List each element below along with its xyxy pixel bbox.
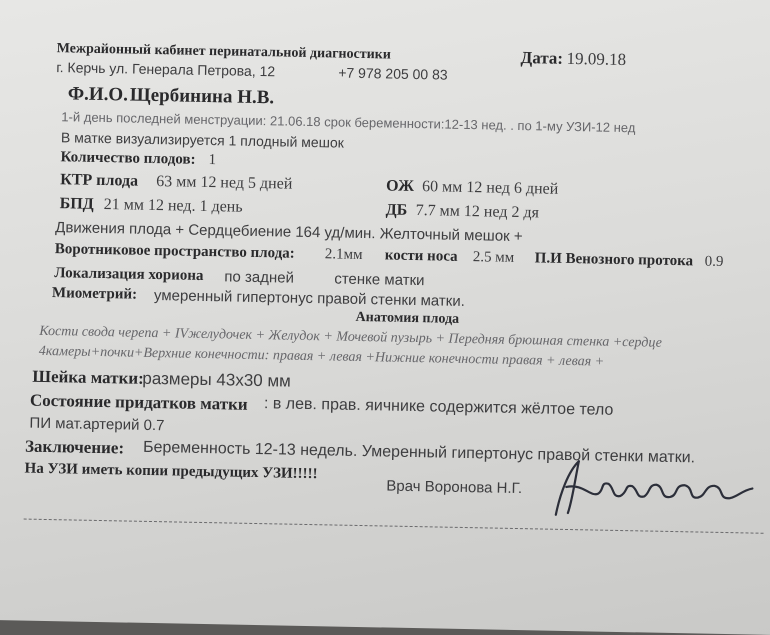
cervix-label: Шейка матки: [32,366,144,388]
chorion-label: Локализация хориона [54,265,204,284]
db-label: ДБ [385,201,408,219]
anatomy-title: Анатомия плода [355,309,460,327]
movement-heartbeat-line: Движения плода + Сердцебиение 164 уд/мин. Желточный мешок + [55,219,523,246]
ductus-label: П.И Венозного протока [534,250,694,270]
adnexa-label: Состояние придатков матки [29,390,248,414]
gestational-sac-line: В матке визуализируется 1 плодный мешок [60,129,344,151]
nuchal-label: Воротниковое пространство плода: [54,241,295,262]
date-label: Дата: [520,48,564,68]
cervix-value: размеры 43х30 мм [142,368,292,391]
myometrium-value: умеренный гипертонус правой стенки матки. [153,287,466,310]
clinic-name: Межрайонный кабинет перинатальной диагностики [56,41,391,63]
nuchal-value: 2.1мм [324,246,363,264]
doctor-signature [538,452,769,526]
ktr-label: КТР плода [60,171,139,190]
anatomy-line-2: 4камеры+почки+Верхние конечности: правая + левая +Нижние конечности правая + левая + [38,343,605,370]
copies-note: На УЗИ иметь копии предыдущих УЗИ!!!!! [24,460,318,483]
bpd-label: БПД [59,195,94,213]
ductus-value: 0.9 [704,253,724,270]
fetus-count-value: 1 [208,152,217,169]
lmp-line: 1-й день последней менструации: 21.06.18 срок беременности:12-13 нед. . по 1-му УЗИ-12 нед [61,109,636,136]
nasal-bone-label: кости носа [384,247,458,265]
oj-value: 60 мм 12 нед 6 дней [421,178,559,198]
anatomy-line-1: Кости свода черепа + IVжелудочек + Желудок + Мочевой пузырь + Передняя брюшная стенка +сердце [39,323,663,351]
conclusion-label: Заключение: [24,436,125,458]
doctor-name: Врач Воронова Н.Г. [386,477,523,498]
db-value: 7.7 мм 12 нед 2 дя [415,202,540,222]
oj-label: ОЖ [385,177,415,195]
patient-label: Ф.И.О. [67,83,129,106]
nasal-bone-value: 2.5 мм [472,249,515,266]
fetus-count-label: Количество плодов: [60,149,196,168]
chorion-value-1: по задней [224,268,295,287]
clinic-phone: +7 978 205 00 83 [338,64,448,83]
conclusion-value: Беременность 12-13 недель. Умеренный гипертонус правой стенки матки. [142,438,696,467]
bpd-value: 21 мм 12 нед. 1 день [103,196,243,216]
patient-name: Щербинина Н.В. [129,84,275,109]
adnexa-value: : в лев. прав. яичнике содержится жёлтое тело [263,395,614,419]
myometrium-label: Миометрий: [51,285,138,303]
chorion-value-2: стенке матки [334,270,425,290]
clinic-address: г. Керчь ул. Генерала Петрова, 12 [56,59,276,80]
ktr-value: 63 мм 12 нед 5 дней [155,173,293,193]
date-value: 19.09.18 [566,48,627,70]
uterine-artery-pi: ПИ мат.артерий 0.7 [29,414,165,435]
